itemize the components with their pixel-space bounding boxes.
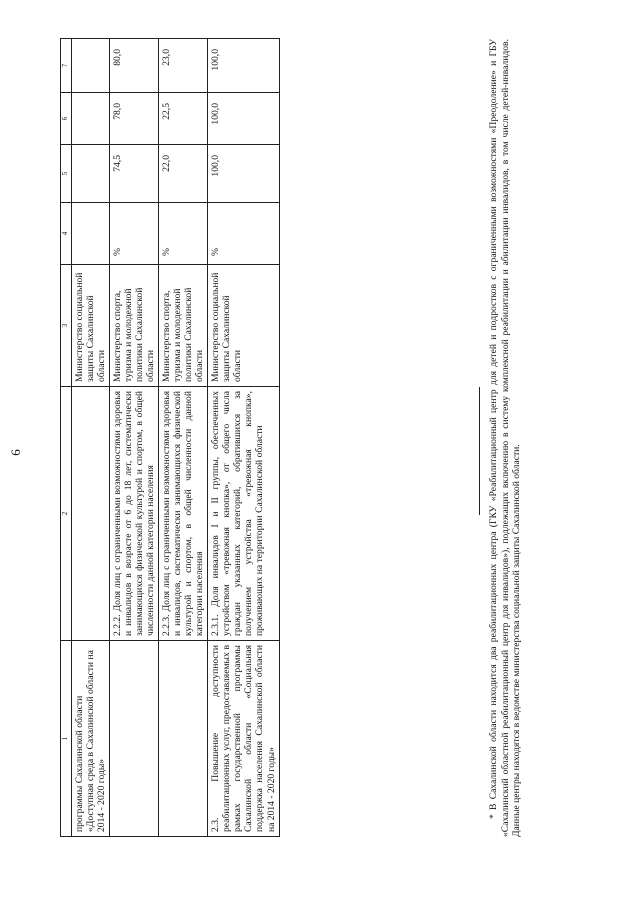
table-cell-indicator [72,387,110,641]
table-cell-unit: % [110,203,159,265]
column-number-row [61,39,72,837]
table-cell-responsible: Министерство социальной защиты Сахалинской области [208,265,279,387]
table-cell-value [72,39,110,93]
table-cell-value: 100,0 [208,93,279,145]
table-cell-responsible: Министерство социальной защиты Сахалинской области [72,265,110,387]
table-cell-unit: % [159,203,208,265]
table-cell-value: 100,0 [208,145,279,203]
table-cell-goal [159,641,208,837]
table-cell-indicator: 2.3.1. Доля инвалидов I и II группы, обеспеченных устройством «тревожная кнопка», от общего числа граждан указанных категорий, обратившихся за получением устройства «тревожная кнопка», проживающих на территории Сахалинской области [208,387,279,641]
table-cell-value: 100,0 [208,39,279,93]
table-cell-indicator: 2.2.2. Доля лиц с ограниченными возможностями здоровья и инвалидов в возрасте от 6 до 18 лет, систематически занимающихся физической культурой и спортом, в общей численности данной категории населения [110,387,159,641]
column-number: 6 [61,93,72,145]
table-cell-value: 80,0 [110,39,159,93]
table-cell-value [72,93,110,145]
column-number: 7 [61,39,72,93]
table-cell-value: 22,5 [159,93,208,145]
footnote-divider [479,387,480,515]
table-cell-indicator: 2.2.3. Доля лиц с ограниченными возможностями здоровья и инвалидов, систематически занимающихся физической культурой и спортом, в общей численности данной категории населения [159,387,208,641]
table-row [208,39,279,837]
column-number: 1 [61,641,72,837]
table-row [110,39,159,837]
table-cell-responsible: Министерство спорта, туризма и молодежной политики Сахалинской области [110,265,159,387]
table-cell-value: 23,0 [159,39,208,93]
table-cell-responsible: Министерство спорта, туризма и молодежной политики Сахалинской области [159,265,208,387]
table-cell-unit: % [208,203,279,265]
table-cell-value: 74,5 [110,145,159,203]
table-row [159,39,208,837]
table-cell-value [72,145,110,203]
column-number: 5 [61,145,72,203]
table-cell-goal: 2.3. Повышение доступности реабилитационных услуг, предоставляемых в рамках государственной программы Сахалинской области «Социальная поддержка населения Сахалинской области на 2014 - 2020 годы» [208,641,279,837]
column-number: 4 [61,203,72,265]
column-number: 2 [61,387,72,641]
table-cell-goal [110,641,159,837]
table-cell-goal: программы Сахалинской области «Доступная среда в Сахалинской области на 2014 - 2020 годы» [72,641,110,837]
table-cell-value: 78,0 [110,93,159,145]
indicators-table [60,38,280,837]
table-cell-value: 22,0 [159,145,208,203]
table-row [72,39,110,837]
table-cell-unit [72,203,110,265]
page-number: 6 [8,449,23,456]
footnote: * В Сахалинской области находится два реабилитационных центра (ГКУ «Реабилитационный центр для детей и подростков с ограниченными возможностями «Преодоление» и ГБУ «Сахалинский областной реабилитационный центр для инвалидов»), подлежащих включению в систему комплексной реабилитации и абилитации инвалидов, в том числе детей-инвалидов. Данные центры находятся в ведомстве министерства социальной защиты Сахалинской области. [488,39,522,837]
column-number: 3 [61,265,72,387]
